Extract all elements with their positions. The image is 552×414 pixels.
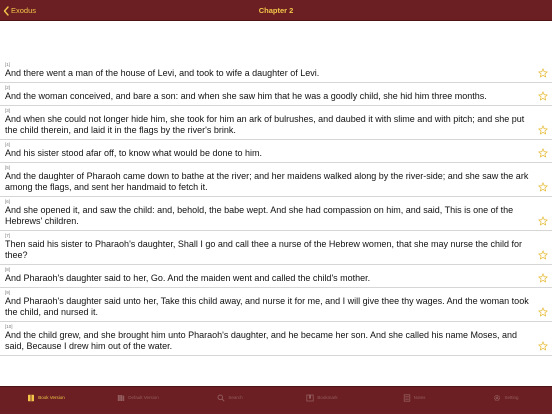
tab-book-version[interactable] (0, 387, 92, 414)
verse-number: [7] (5, 233, 11, 238)
tab-notes[interactable] (368, 387, 460, 414)
star-icon[interactable] (538, 216, 548, 226)
verse-text: And the woman conceived, and bare a son: and when she saw him that he was a goodly child, she hid him three months. (5, 91, 487, 101)
verse-text: And the daughter of Pharaoh came down to bathe at the river; and her maidens walked along by the river-side; and she saw the ark among the flags, and sent her handmaid to fetch it. (5, 171, 529, 192)
verse-text: And when she could not longer hide him, she took for him an ark of bulrushes, and daubed it with slime and with pitch; and she put the child therein, and laid it in the flags by the river's brink. (5, 114, 525, 135)
verse-row (0, 106, 552, 140)
notes-icon (403, 394, 411, 402)
star-icon[interactable] (538, 91, 548, 101)
verse-row (0, 231, 552, 265)
bookmark-icon (306, 394, 314, 402)
tab-label: Setting (504, 395, 519, 400)
verse-text: Then said his sister to Pharaoh's daughter, Shall I go and call thee a nurse of the Hebrew women, that she may nurse the child for thee? (5, 239, 523, 260)
tab-label: Default Version (128, 395, 159, 400)
verse-number: [3] (5, 108, 11, 113)
page-title: Chapter 2 (258, 6, 294, 15)
chapter-content[interactable] (0, 21, 552, 386)
tab-label: Bookmark (317, 395, 338, 400)
tab-label: Search (228, 395, 243, 400)
tab-bookmark[interactable] (276, 387, 368, 414)
search-icon (217, 394, 225, 402)
verse-row (0, 83, 552, 106)
gear-icon (493, 394, 501, 402)
verse-row (0, 163, 552, 197)
star-icon[interactable] (538, 125, 548, 135)
verse-number: [4] (5, 142, 11, 147)
books-icon (117, 394, 125, 402)
verse-number: [8] (5, 267, 11, 272)
book-icon (27, 394, 35, 402)
star-icon[interactable] (538, 307, 548, 317)
verse-list (0, 60, 552, 356)
verse-row (0, 197, 552, 231)
verse-row (0, 265, 552, 288)
verse-text: And there went a man of the house of Levi, and took to wife a daughter of Levi. (5, 68, 320, 78)
verse-number: [2] (5, 85, 11, 90)
verse-row (0, 60, 552, 83)
tab-default-version[interactable] (92, 387, 184, 414)
verse-row (0, 140, 552, 163)
star-icon[interactable] (538, 68, 548, 78)
verse-number: [10] (5, 324, 13, 329)
tab-bar (0, 386, 552, 414)
verse-number: [1] (5, 62, 11, 67)
verse-text: And she opened it, and saw the child: and, behold, the babe wept. And she had compassion on him, and said, This is one of the Hebrews' children. (5, 205, 514, 226)
star-icon[interactable] (538, 273, 548, 283)
star-icon[interactable] (538, 182, 548, 192)
tab-setting[interactable] (460, 387, 552, 414)
verse-text: And his sister stood afar off, to know what would be done to him. (5, 148, 262, 158)
verse-text: And Pharaoh's daughter said unto her, Take this child away, and nurse it for me, and I will give thee thy wages. And the woman took the child, and nursed it. (5, 296, 529, 317)
verse-text: And Pharaoh's daughter said to her, Go. And the maiden went and called the child's mother. (5, 273, 371, 283)
verse-number: [9] (5, 290, 11, 295)
verse-number: [6] (5, 199, 11, 204)
star-icon[interactable] (538, 148, 548, 158)
star-icon[interactable] (538, 250, 548, 260)
star-icon[interactable] (538, 341, 548, 351)
verse-number: [5] (5, 165, 11, 170)
verse-row (0, 322, 552, 356)
verse-row (0, 288, 552, 322)
back-button-label: Exodus (11, 6, 37, 15)
tab-label: Book Version (38, 395, 65, 400)
verse-text: And the child grew, and she brought him unto Pharaoh's daughter, and he became her son. And she called his name Moses, and said, Because I drew him out of the water. (5, 330, 518, 351)
navigation-bar (0, 0, 552, 21)
tab-label: Notes (413, 395, 426, 400)
tab-search[interactable] (184, 387, 276, 414)
